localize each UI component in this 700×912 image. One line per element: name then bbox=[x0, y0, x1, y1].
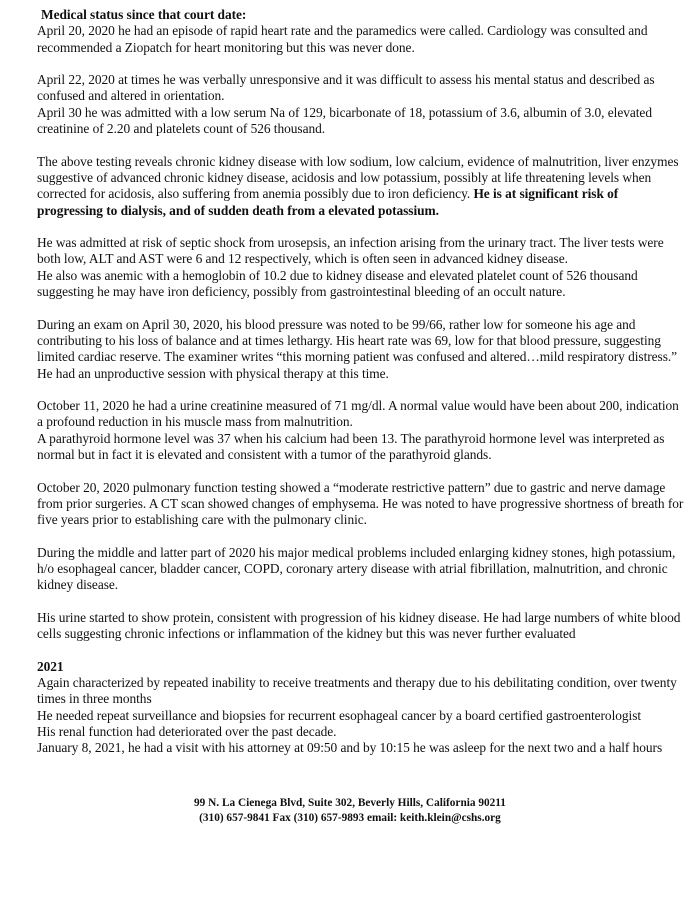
paragraph bbox=[37, 154, 687, 219]
paragraph: During an exam on April 30, 2020, his blood pressure was noted to be 99/66, rather low for someone his age and contributing to his loss of balance and at times lethargy. His heart rate was 69, low for that blood pressure, suggesting limited cardiac reserve. The examiner writes “this morning patient was confused and altered…mild respiratory distress.” bbox=[37, 316, 678, 365]
paragraph: April 22, 2020 at times he was verbally unresponsive and it was difficult to assess his mental status and described as confused and altered in orientation. bbox=[37, 72, 655, 104]
year-heading: 2021 bbox=[37, 658, 64, 674]
footer-contact: (310) 657-9841 Fax (310) 657-9893 email: keith.klein@cshs.org bbox=[199, 812, 501, 824]
paragraph: October 20, 2020 pulmonary function testing showed a “moderate restrictive pattern” due to gastric and nerve damage from prior surgeries. A CT scan showed changes of emphysema. He was noted to have progressive shortness of breath for five years prior to establishing care with the pulmonary clinic. bbox=[37, 479, 684, 528]
paragraph: His urine started to show protein, consistent with progression of his kidney disease. He had large numbers of white blood cells suggesting chronic infections or inflammation of the kidney but this was never further evaluated bbox=[37, 609, 681, 642]
paragraph: During the middle and latter part of 2020 his major medical problems included enlarging kidney stones, high potassium, h/o esophageal cancer, bladder cancer, COPD, coronary artery disease with atrial fibrillation, malnutrition, and chronic kidney disease. bbox=[37, 544, 676, 593]
paragraph-text: The above testing reveals chronic kidney disease with low sodium, low calcium, evidence of malnutrition, liver enzymes suggestive of advanced chronic kidney disease, acidosis and low potassium, possibly at life threatening levels when corrected for acidosis, also suffering from anemia possibly due to iron deficiency. bbox=[37, 153, 679, 202]
paragraph: He had an unproductive session with physical therapy at this time. bbox=[37, 365, 389, 381]
paragraph: He also was anemic with a hemoglobin of 10.2 due to kidney disease and elevated platelet count of 526 thousand suggesting he may have iron deficiency, possibly from gastrointestinal bleeding of an occult nature. bbox=[37, 267, 638, 300]
paragraph: April 30 he was admitted with a low serum Na of 129, bicarbonate of 18, potassium of 3.6, albumin of 3.0, elevated creatinine of 2.20 and platelets count of 526 thousand. bbox=[37, 104, 652, 137]
letterhead-footer bbox=[0, 796, 700, 826]
section-heading: Medical status since that court date: bbox=[41, 7, 247, 22]
paragraph: April 20, 2020 he had an episode of rapid heart rate and the paramedics were called. Cardiology was consulted and recommended a Ziopatch for heart monitoring but this was never done. bbox=[37, 23, 648, 55]
paragraph: He was admitted at risk of septic shock from urosepsis, an infection arising from the urinary tract. The liver tests were both low, ALT and AST were 6 and 12 respectively, which is often seen in advanced kidney disease. bbox=[37, 235, 664, 267]
paragraph: His renal function had deteriorated over the past decade. bbox=[37, 724, 337, 740]
bold-warning: He is at significant risk of progressing to dialysis, and of sudden death from a elevated potassium. bbox=[37, 186, 619, 218]
paragraph: He needed repeat surveillance and biopsies for recurrent esophageal cancer by a board certified gastroenterologist bbox=[37, 707, 642, 723]
footer-address: 99 N. La Cienega Blvd, Suite 302, Beverly Hills, California 90211 bbox=[194, 797, 506, 809]
paragraph: October 11, 2020 he had a urine creatinine measured of 71 mg/dl. A normal value would have been about 200, indication a profound reduction in his muscle mass from malnutrition. bbox=[37, 398, 679, 430]
paragraph: January 8, 2021, he had a visit with his attorney at 09:50 and by 10:15 he was asleep for the next two and a half hours bbox=[37, 740, 663, 756]
document-body bbox=[37, 7, 687, 757]
paragraph: A parathyroid hormone level was 37 when his calcium had been 13. The parathyroid hormone level was interpreted as normal but in fact it is elevated and consistent with a tumor of the parathyroid glands. bbox=[37, 430, 665, 463]
paragraph: Again characterized by repeated inability to receive treatments and therapy due to his debilitating condition, over twenty times in three months bbox=[37, 675, 677, 707]
